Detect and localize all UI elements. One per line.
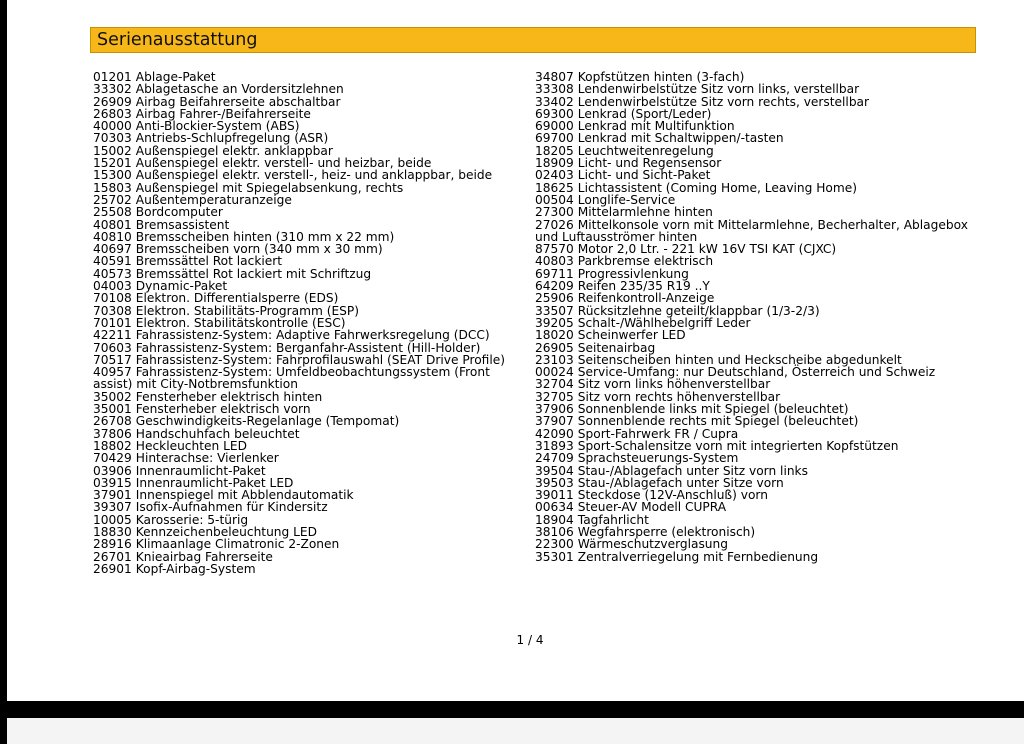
equipment-code: 40697: [93, 242, 132, 257]
equipment-code: 00024: [535, 365, 574, 380]
equipment-code: 27026: [535, 217, 574, 232]
equipment-description: Seitenscheiben hinten und Heckscheibe abgedunkelt: [577, 352, 902, 367]
equipment-list-right: [535, 71, 980, 563]
equipment-description: Außenspiegel mit Spiegelabsenkung, rechts: [135, 180, 404, 195]
equipment-code: 70517: [93, 352, 132, 367]
equipment-description: Fahrassistenz-System: Fahrprofilauswahl (SEAT Drive Profile): [135, 352, 505, 367]
equipment-code: 15002: [93, 143, 132, 158]
equipment-code: 70101: [93, 315, 132, 330]
equipment-description: Parkbremse elektrisch: [577, 254, 714, 269]
equipment-description: Fensterheber elektrisch hinten: [135, 389, 323, 404]
equipment-description: Innenraumlicht-Paket LED: [135, 475, 294, 490]
equipment-description: Antriebs-Schlupfregelung (ASR): [135, 131, 329, 146]
equipment-code: 02403: [535, 168, 574, 183]
equipment-code: 69700: [535, 131, 574, 146]
equipment-description: Longlife-Service: [577, 192, 676, 207]
equipment-description: Lendenwirbelstütze Sitz vorn links, verstellbar: [577, 82, 860, 97]
equipment-code: 35002: [93, 389, 132, 404]
equipment-code: 69000: [535, 119, 574, 134]
equipment-code: 42211: [93, 328, 132, 343]
equipment-description: Progressivlenkung: [577, 266, 689, 281]
equipment-code: 69711: [535, 266, 574, 281]
equipment-description: Bremssättel Rot lackiert mit Schriftzug: [135, 266, 372, 281]
equipment-code: 25906: [535, 291, 574, 306]
equipment-code: 26701: [93, 549, 132, 564]
equipment-item: [535, 219, 980, 244]
equipment-code: 15803: [93, 180, 132, 195]
equipment-code: 34807: [535, 70, 574, 84]
equipment-code: 40801: [93, 217, 132, 232]
equipment-code: 18802: [93, 438, 132, 453]
section-title: Serienausstattung: [97, 30, 258, 50]
equipment-description: Fahrassistenz-System: Adaptive Fahrwerksregelung (DCC): [135, 328, 490, 343]
equipment-code: 39205: [535, 315, 574, 330]
equipment-list-left: [93, 71, 523, 575]
equipment-code: 37907: [535, 414, 574, 429]
equipment-description: Heckleuchten LED: [135, 438, 247, 453]
equipment-code: 40573: [93, 266, 132, 281]
equipment-code: 03915: [93, 475, 132, 490]
equipment-code: 40957: [93, 365, 132, 380]
equipment-code: 33302: [93, 82, 132, 97]
equipment-code: 28916: [93, 537, 132, 552]
equipment-description: Sport-Fahrwerk FR / Cupra: [577, 426, 739, 441]
equipment-description: Lichtassistent (Coming Home, Leaving Home): [577, 180, 857, 195]
equipment-description: Außenspiegel elektr. verstell-, heiz- und anklappbar, beide: [135, 168, 493, 183]
equipment-code: 70603: [93, 340, 132, 355]
equipment-code: 40810: [93, 229, 132, 244]
equipment-code: 87570: [535, 242, 574, 257]
equipment-item: [93, 366, 523, 391]
equipment-code: 26708: [93, 414, 132, 429]
equipment-description: Schalt-/Wählhebelgriff Leder: [577, 315, 751, 330]
viewer-frame-bottom: [0, 701, 1024, 718]
equipment-description: Sitz vorn links höhenverstellbar: [577, 377, 771, 392]
equipment-code: 24709: [535, 451, 574, 466]
equipment-description: Bordcomputer: [135, 205, 223, 220]
equipment-description: Außenspiegel elektr. anklappbar: [135, 143, 333, 158]
page-number: 1 / 4: [516, 633, 544, 647]
equipment-code: 18830: [93, 524, 132, 539]
equipment-description: Sonnenblende links mit Spiegel (beleuchtet): [577, 402, 849, 417]
equipment-description: Sitz vorn rechts höhenverstellbar: [577, 389, 781, 404]
equipment-code: 00634: [535, 500, 574, 515]
equipment-code: 25702: [93, 192, 132, 207]
equipment-description: Ablagetasche an Vordersitzlehnen: [135, 82, 344, 97]
equipment-description: Stau-/Ablagefach unter Sitz vorn links: [577, 463, 808, 478]
equipment-code: 03906: [93, 463, 132, 478]
equipment-code: 39307: [93, 500, 132, 515]
equipment-description: Rücksitzlehne geteilt/klappbar (1/3-2/3): [577, 303, 820, 318]
equipment-code: 27300: [535, 205, 574, 220]
equipment-description: Geschwindigkeits-Regelanlage (Tempomat): [135, 414, 400, 429]
equipment-description: Klimaanlage Climatronic 2-Zonen: [135, 537, 340, 552]
equipment-code: 70108: [93, 291, 132, 306]
section-title-bar: [90, 27, 976, 53]
equipment-code: 33308: [535, 82, 574, 97]
equipment-item: [93, 563, 523, 575]
equipment-code: 33507: [535, 303, 574, 318]
equipment-description: Handschuhfach beleuchtet: [135, 426, 300, 441]
equipment-code: 32705: [535, 389, 574, 404]
equipment-code: 37806: [93, 426, 132, 441]
equipment-description: Reifen 235/35 R19 ..Y: [577, 279, 710, 294]
equipment-description: Dynamic-Paket: [135, 279, 228, 294]
equipment-code: 35001: [93, 402, 132, 417]
equipment-description: Leuchtweitenregelung: [577, 143, 714, 158]
equipment-description: Außentemperaturanzeige: [135, 192, 292, 207]
equipment-description: Ablage-Paket: [135, 70, 216, 84]
equipment-code: 42090: [535, 426, 574, 441]
equipment-description: Zentralverriegelung mit Fernbedienung: [577, 549, 819, 564]
equipment-code: 00504: [535, 192, 574, 207]
equipment-description: Service-Umfang: nur Deutschland, Österreich und Schweiz: [577, 365, 936, 380]
equipment-description: Bremssättel Rot lackiert: [135, 254, 283, 269]
equipment-description: Innenspiegel mit Abblendautomatik: [135, 488, 354, 503]
equipment-description: Lenkrad mit Schaltwippen/-tasten: [577, 131, 784, 146]
equipment-description: Isofix-Aufnahmen für Kindersitz: [135, 500, 328, 515]
equipment-description: Lenkrad mit Multifunktion: [577, 119, 735, 134]
equipment-code: 37906: [535, 402, 574, 417]
equipment-code: 70303: [93, 131, 132, 146]
equipment-description: Fahrassistenz-System: Berganfahr-Assistent (Hill-Holder): [135, 340, 481, 355]
equipment-code: 31893: [535, 438, 574, 453]
equipment-code: 64209: [535, 279, 574, 294]
equipment-description: Fensterheber elektrisch vorn: [135, 402, 311, 417]
viewer-frame-left: [0, 0, 7, 744]
equipment-description: Tagfahrlicht: [577, 512, 649, 527]
equipment-code: 33402: [535, 94, 574, 109]
equipment-code: 18625: [535, 180, 574, 195]
equipment-code: 01201: [93, 70, 132, 84]
equipment-code: 70308: [93, 303, 132, 318]
equipment-code: 40803: [535, 254, 574, 269]
equipment-code: 25508: [93, 205, 132, 220]
equipment-description: Bremsscheiben hinten (310 mm x 22 mm): [135, 229, 395, 244]
equipment-description: Elektron. Stabilitäts-Programm (ESP): [135, 303, 359, 318]
equipment-description: Sonnenblende rechts mit Spiegel (beleuchtet): [577, 414, 859, 429]
equipment-description: Lenkrad (Sport/Leder): [577, 106, 712, 121]
equipment-code: 15300: [93, 168, 132, 183]
equipment-code: 39504: [535, 463, 574, 478]
equipment-description: Wärmeschutzverglasung: [577, 537, 728, 552]
equipment-description: Steuer-AV Modell CUPRA: [577, 500, 727, 515]
equipment-code: 23103: [535, 352, 574, 367]
equipment-code: 18020: [535, 328, 574, 343]
equipment-description: Karosserie: 5-türig: [135, 512, 249, 527]
equipment-code: 18909: [535, 156, 574, 171]
equipment-description: Sport-Schalensitze vorn mit integrierten Kopfstützen: [577, 438, 899, 453]
equipment-code: 18904: [535, 512, 574, 527]
equipment-description: Stau-/Ablagefach unter Sitze vorn: [577, 475, 784, 490]
equipment-description: Elektron. Stabilitätskontrolle (ESC): [135, 315, 346, 330]
equipment-description: Außenspiegel elektr. verstell- und heizbar, beide: [135, 156, 432, 171]
equipment-description: Mittelkonsole vorn mit Mittelarmlehne, Becherhalter, Ablagebox und Luftausströmer hinten: [535, 217, 968, 244]
equipment-code: 39011: [535, 488, 574, 503]
equipment-code: 22300: [535, 537, 574, 552]
equipment-description: Elektron. Differentialsperre (EDS): [135, 291, 339, 306]
next-page-edge: [7, 718, 1024, 744]
equipment-code: 32704: [535, 377, 574, 392]
equipment-description: Sprachsteuerungs-System: [577, 451, 739, 466]
equipment-code: 10005: [93, 512, 132, 527]
equipment-code: 70429: [93, 451, 132, 466]
equipment-code: 35301: [535, 549, 574, 564]
equipment-description: Lendenwirbelstütze Sitz vorn rechts, verstellbar: [577, 94, 870, 109]
equipment-code: 40591: [93, 254, 132, 269]
equipment-description: Fahrassistenz-System: Umfeldbeobachtungssystem (Front assist) mit City-Notbremsfunktion: [93, 365, 490, 392]
equipment-code: 26909: [93, 94, 132, 109]
equipment-description: Reifenkontroll-Anzeige: [577, 291, 715, 306]
equipment-description: Kopf-Airbag-System: [135, 561, 256, 576]
equipment-description: Anti-Blockier-System (ABS): [135, 119, 300, 134]
equipment-description: Knieairbag Fahrerseite: [135, 549, 273, 564]
equipment-code: 38106: [535, 524, 574, 539]
equipment-code: 69300: [535, 106, 574, 121]
equipment-description: Hinterachse: Vierlenker: [135, 451, 279, 466]
equipment-code: 26901: [93, 561, 132, 576]
equipment-item: [535, 551, 980, 563]
equipment-description: Wegfahrsperre (elektronisch): [577, 524, 756, 539]
equipment-code: 37901: [93, 488, 132, 503]
equipment-description: Bremsassistent: [135, 217, 230, 232]
equipment-code: 39503: [535, 475, 574, 490]
equipment-description: Mittelarmlehne hinten: [577, 205, 713, 220]
equipment-description: Kennzeichenbeleuchtung LED: [135, 524, 318, 539]
equipment-code: 26905: [535, 340, 574, 355]
equipment-description: Licht- und Regensensor: [577, 156, 722, 171]
equipment-description: Bremsscheiben vorn (340 mm x 30 mm): [135, 242, 383, 257]
equipment-description: Scheinwerfer LED: [577, 328, 686, 343]
equipment-code: 18205: [535, 143, 574, 158]
equipment-description: Airbag Beifahrerseite abschaltbar: [135, 94, 341, 109]
equipment-description: Licht- und Sicht-Paket: [577, 168, 711, 183]
equipment-description: Motor 2,0 Ltr. - 221 kW 16V TSI KAT (CJXC): [577, 242, 837, 257]
equipment-code: 40000: [93, 119, 132, 134]
equipment-description: Seitenairbag: [577, 340, 656, 355]
equipment-code: 04003: [93, 279, 132, 294]
equipment-code: 15201: [93, 156, 132, 171]
equipment-description: Kopfstützen hinten (3-fach): [577, 70, 745, 84]
equipment-description: Steckdose (12V-Anschluß) vorn: [577, 488, 768, 503]
equipment-code: 26803: [93, 106, 132, 121]
equipment-description: Airbag Fahrer-/Beifahrerseite: [135, 106, 311, 121]
equipment-description: Innenraumlicht-Paket: [135, 463, 266, 478]
